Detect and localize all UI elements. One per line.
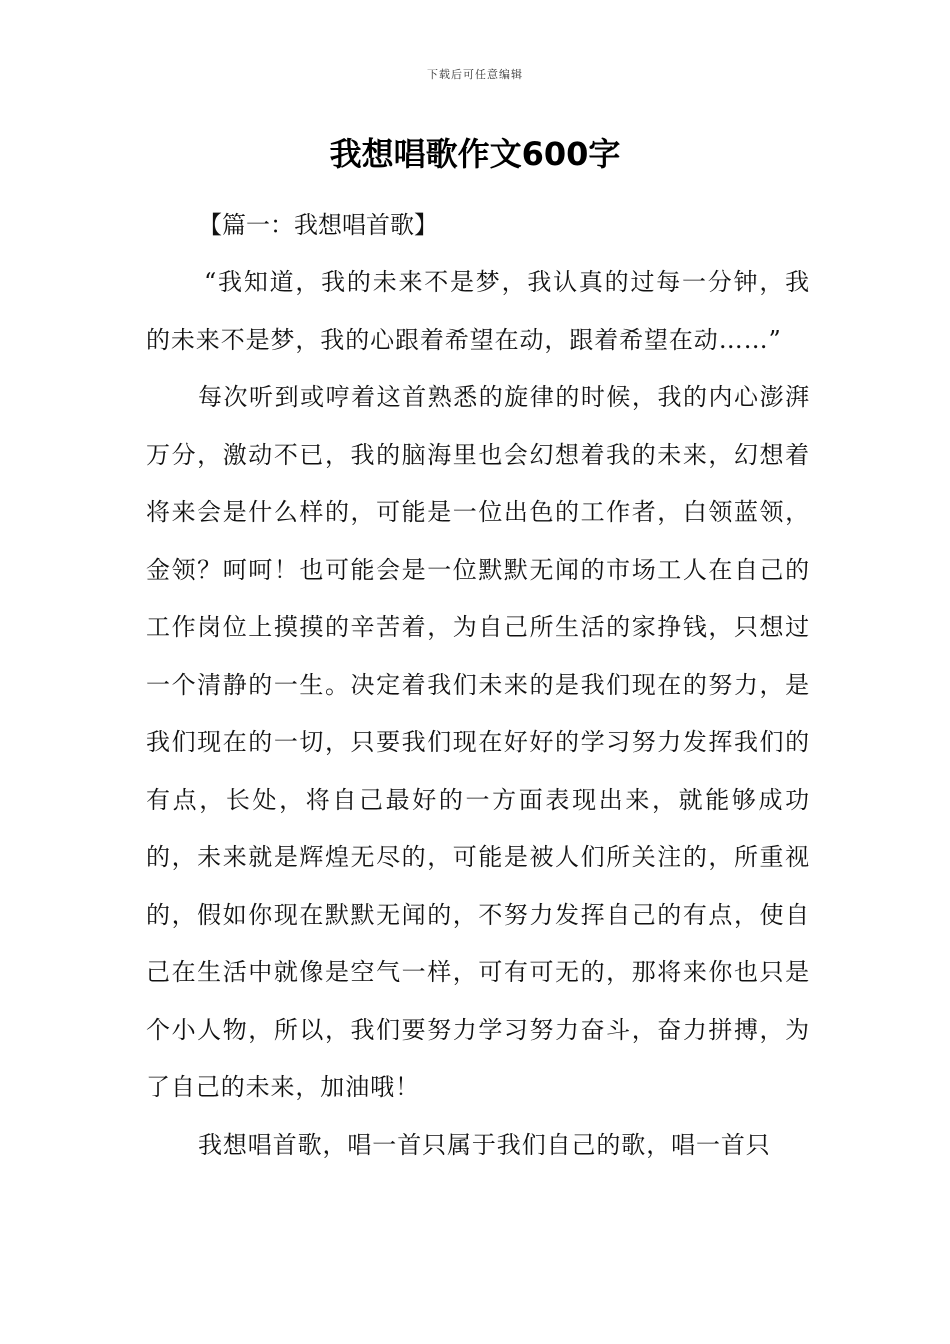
- document-body: [146, 196, 810, 1174]
- paragraph-main: 每次听到或哼着这首熟悉的旋律的时候，我的内心澎湃万分，激动不已，我的脑海里也会幻想着我的未来，幻想着将来会是什么样的，可能是一位出色的工作者，白领蓝领，金领？呵呵！也可能会是一位默默无闻的市场工人在自己的工作岗位上摸摸的辛苦着，为自己所生活的家挣钱，只想过一个清静的一生。决定着我们未来的是我们现在的努力，是我们现在的一切，只要我们现在好好的学习努力发挥我们的有点，长处，将自己最好的一方面表现出来，就能够成功的，未来就是辉煌无尽的，可能是被人们所关注的，所重视的，假如你现在默默无闻的，不努力发挥自己的有点，使自己在生活中就像是空气一样，可有可无的，那将来你也只是个小人物，所以，我们要努力学习努力奋斗，奋力拼搏，为了自己的未来，加油哦！: [146, 383, 810, 1101]
- paragraph-lyrics-quote: “我知道，我的未来不是梦，我认真的过每一分钟，我的未来不是梦，我的心跟着希望在动，跟着希望在动……”: [146, 268, 810, 354]
- document-title: 我想唱歌作文600字: [329, 135, 621, 173]
- section-heading: 【篇一：我想唱首歌】: [198, 211, 438, 239]
- paragraph-closing: 我想唱首歌，唱一首只属于我们自己的歌，唱一首只: [198, 1130, 771, 1159]
- header-note: 下载后可任意编辑: [427, 68, 523, 81]
